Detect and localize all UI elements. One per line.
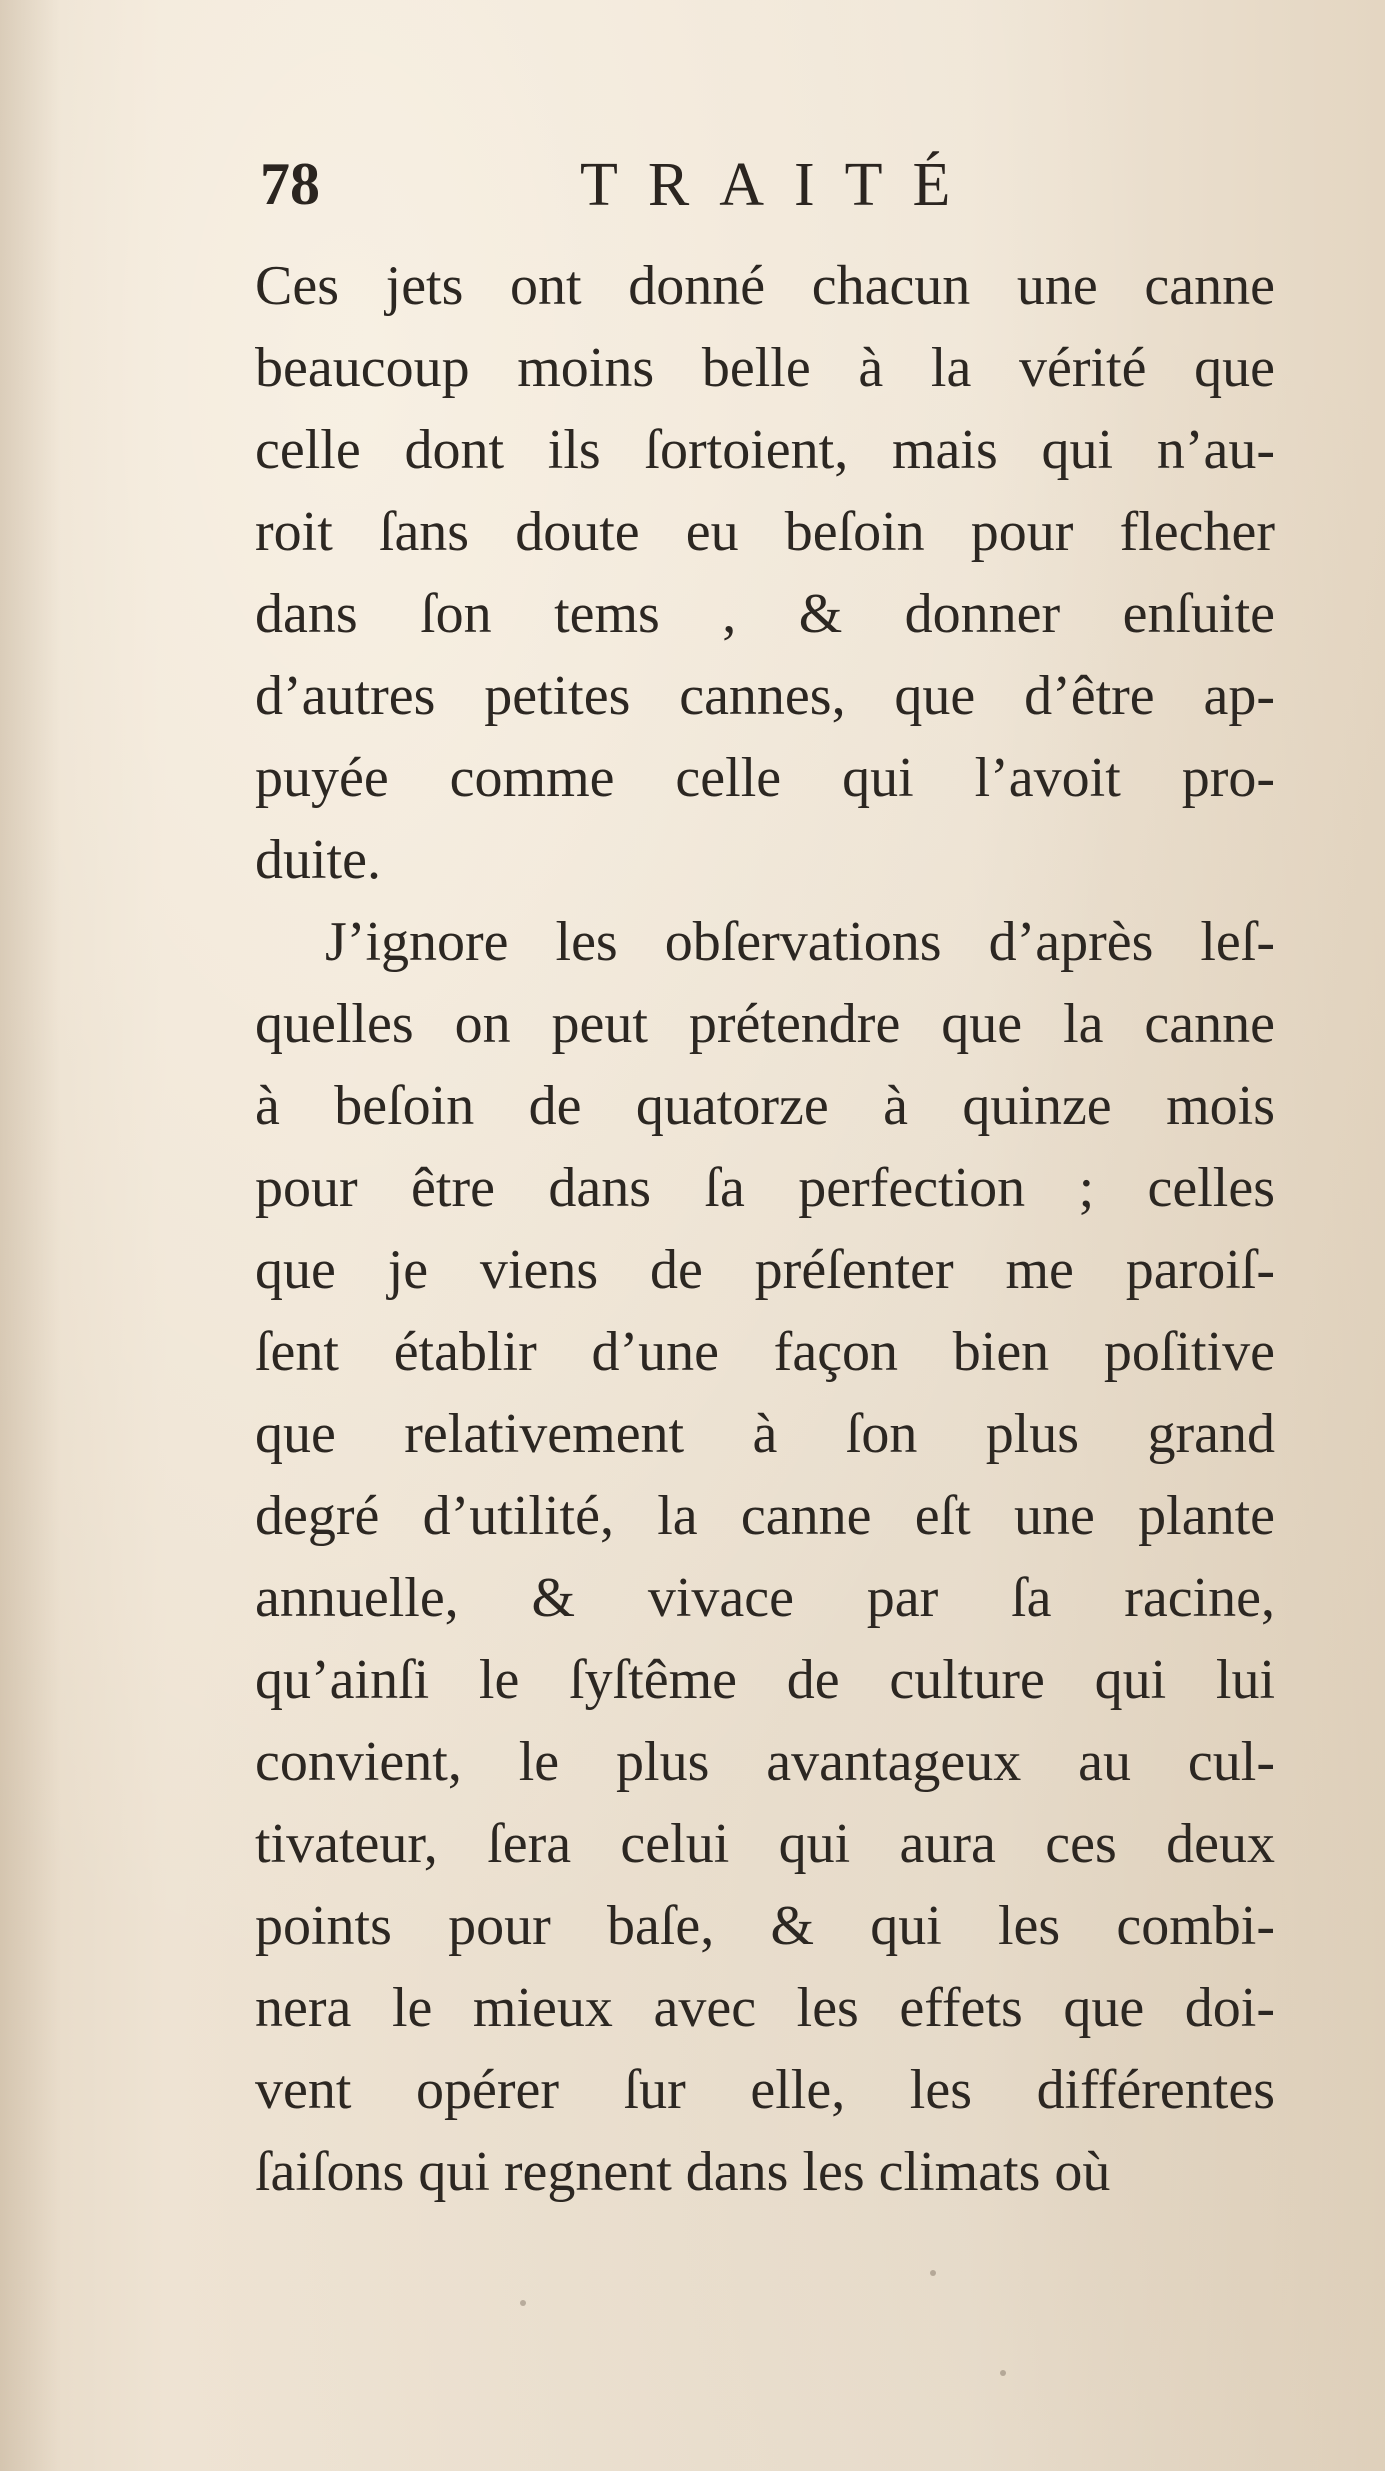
page-edge-shadow [0,0,60,2471]
text-line: duite. [255,829,381,891]
text-line: d’autres petites cannes, que d’être ap- [255,665,1275,727]
text-line: que je viens de préſenter me paroiſ- [255,1239,1275,1301]
text-line: degré d’utilité, la canne eſt une plante [255,1485,1275,1547]
text-line: celle dont ils ſortoient, mais qui n’au- [255,419,1275,481]
text-line: puyée comme celle qui l’avoit pro- [255,747,1275,809]
text-line: à beſoin de quatorze à quinze mois [255,1075,1275,1137]
text-line: vent opérer ſur elle, les différentes [255,2059,1275,2121]
body-text [255,245,1275,2213]
text-line: convient, le plus avantageux au cul- [255,1731,1275,1793]
text-line: points pour baſe, & qui les combi- [255,1895,1275,1957]
page-header [260,150,1160,230]
page-number: 78 [260,151,320,217]
text-line: qu’ainſi le ſyſtême de culture qui lui [255,1649,1275,1711]
text-line: beaucoup moins belle à la vérité que [255,337,1275,399]
paper-fleck [930,2270,936,2276]
text-line: dans ſon tems , & donner enſuite [255,583,1275,645]
text-line: roit ſans doute eu beſoin pour flecher [255,501,1275,563]
text-line: quelles on peut prétendre que la canne [255,993,1275,1055]
running-title: TRAITÉ [580,151,981,219]
text-line: pour être dans ſa perfection ; celles [255,1157,1275,1219]
text-line: nera le mieux avec les effets que doi- [255,1977,1275,2039]
text-line: que relativement à ſon plus grand [255,1403,1275,1465]
text-line: annuelle, & vivace par ſa racine, [255,1567,1275,1629]
text-line: Ces jets ont donné chacun une canne [255,255,1275,317]
text-line: ſent établir d’une façon bien poſitive [255,1321,1275,1383]
text-line: ſaiſons qui regnent dans les climats où [255,2141,1111,2203]
text-line: J’ignore les obſervations d’après leſ- [325,911,1275,973]
paper-fleck [520,2300,526,2306]
text-line: tivateur, ſera celui qui aura ces deux [255,1813,1275,1875]
paper-fleck [1000,2370,1006,2376]
